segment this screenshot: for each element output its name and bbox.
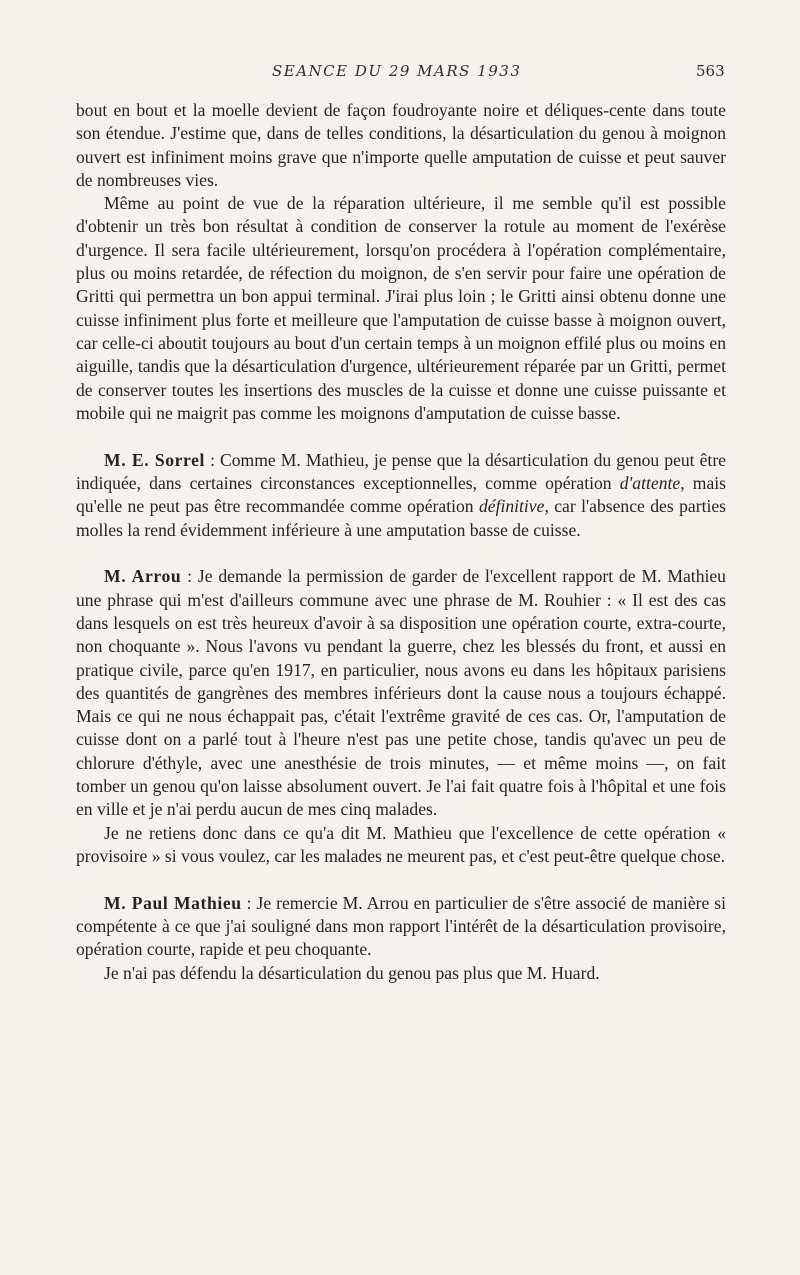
sorrel-text-c: , car l'absence des parties molles la rend évidemment inférieure à une amputation basse de cuisse.: [76, 496, 726, 540]
session-title: SEANCE DU 29 MARS 1933: [272, 62, 522, 80]
paragraph-arrou: [76, 565, 726, 821]
sorrel-text-b: , mais qu'elle ne peut pas être recommandée comme opération: [76, 472, 726, 517]
sorrel-text-a: : Comme M. Mathieu, je pense que la désarticulation du genou peut être indiquée, dans certaines circonstances exceptionnelles, comme opération: [76, 449, 726, 493]
speaker-mathieu: M. Paul Mathieu: [104, 892, 242, 913]
running-header: [0, 62, 800, 84]
mathieu-text: : Je remercie M. Arrou en particulier de s'être associé de manière si compétente à ce que j'ai souligné dans mon rapport l'intérêt de la désarticulation provisoire, opération courte, rapide et peu choquante.: [76, 892, 726, 960]
paragraph-mathieu-huard: Je n'ai pas défendu la désarticulation du genou pas plus que M. Huard.: [104, 962, 600, 983]
paragraph-sorrel: [76, 449, 726, 542]
body-text: [76, 99, 726, 985]
speaker-sorrel: M. E. Sorrel: [104, 449, 206, 470]
paragraph-mathieu: [76, 892, 726, 962]
paragraph-reparation: Même au point de vue de la réparation ultérieure, il me semble qu'il est possible d'obtenir un très bon résultat à condition de conserver la rotule au moment de l'exérèse d'urgence. Il sera facile ultérieurement, lorsqu'on procédera à l'opération complémentaire, plus ou moins retardée, de réfection du moignon, de s'en servir pour faire une opération de Gritti qui permettra un bon appui terminal. J'irai plus loin ; le Gritti ainsi obtenu donne une cuisse infiniment plus forte et meilleure que l'amputation de cuisse basse à moignon ouvert, car celle-ci aboutit toujours au bout d'un certain temps à un moignon effilé plus ou moins en aiguille, tandis que la désarticulation d'urgence, ultérieurement réparée par un Gritti, permet de conserver toutes les insertions des muscles de la cuisse et donne une cuisse puissante et mobile qui ne maigrit pas comme les moignons d'amputation de cuisse basse.: [76, 193, 726, 423]
paragraph-arrou-conclusion: Je ne retiens donc dans ce qu'a dit M. Mathieu que l'excellence de cette opération « provisoire » si vous voulez, car les malades ne meurent pas, et c'est peut-être quelque chose.: [76, 822, 726, 866]
paragraph-continued: bout en bout et la moelle devient de façon foudroyante noire et déliques-cente dans toute son étendue. J'estime que, dans de telles conditions, la désarticulation du genou à moignon ouvert est infiniment moins grave que n'importe quelle amputation de cuisse et peut sauver de nombreuses vies.: [76, 100, 726, 190]
arrou-text: : Je demande la permission de garder de l'excellent rapport de M. Mathieu une phrase qui m'est d'ailleurs commune avec une phrase de M. Rouhier : « Il est des cas dans lesquels on est très heureux d'avoir à sa disposition une opération courte, extra-courte, non choquante ». Nous l'avons vu pendant la guerre, chez les blessés du front, et aussi en pratique civile, parce qu'en 1917, en particulier, nous avons eu dans les hôpitaux parisiens des quantités de gangrènes des membres inférieurs dont la cause nous a toujours échappé. Mais ce qui ne nous échappait pas, c'était l'extrême gravité de ces cas. Or, l'amputation de cuisse dont on a parlé tout à l'heure n'est pas une petite chose, tandis qu'avec un peu de chlorure d'éthyle, avec une anesthésie de trois minutes, — et même moins —, on fait tomber un genou qu'on laisse absolument ouvert. Je l'ai fait quatre fois à l'hôpital et une fois en ville et je n'ai perdu aucun de mes cinq malades.: [76, 566, 726, 820]
sorrel-emphasis-attente: d'attente: [619, 472, 681, 493]
sorrel-emphasis-definitive: définitive: [478, 496, 545, 517]
page-number: 563: [696, 62, 725, 80]
speaker-arrou: M. Arrou: [104, 566, 182, 587]
